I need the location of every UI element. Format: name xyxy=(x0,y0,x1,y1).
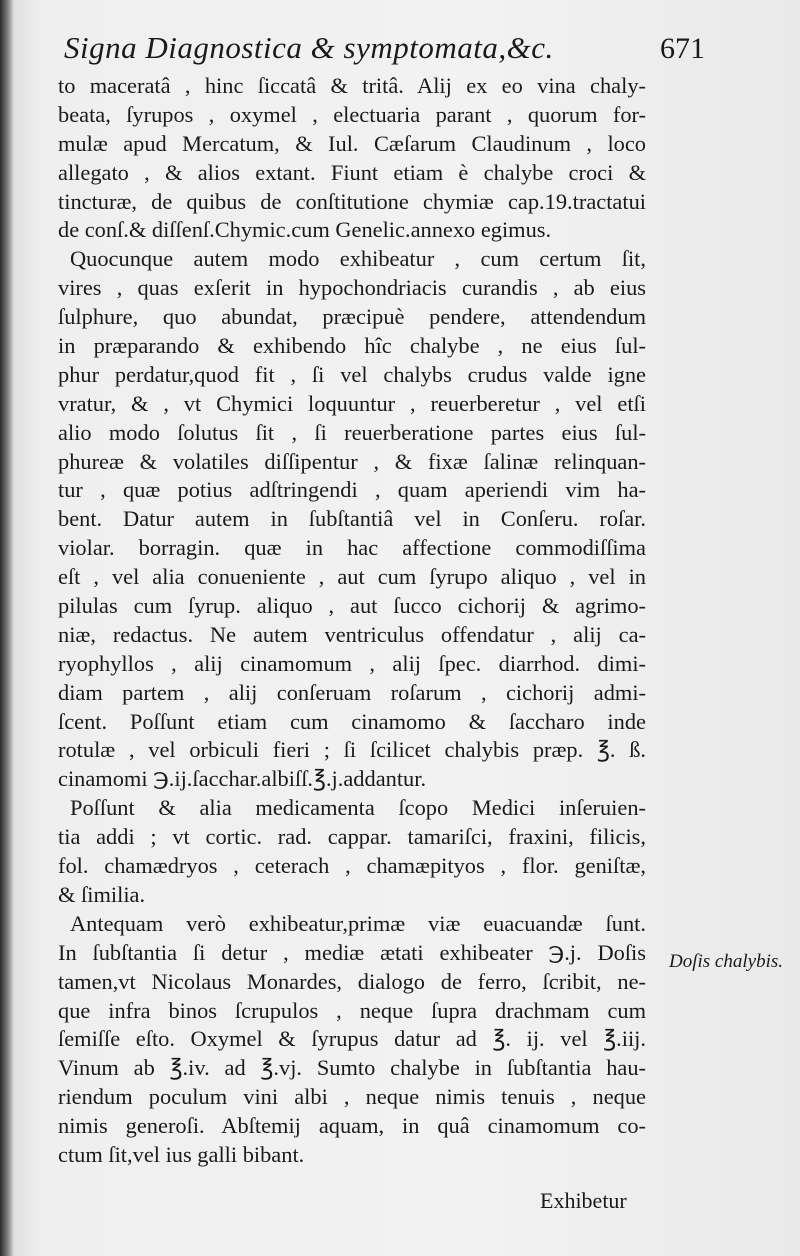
text-line: ſcent. Poſſunt etiam cum cinamomo & ſaccharo inde xyxy=(58,708,646,734)
text-line: allegato , & alios extant. Fiunt etiam è chalybe croci & xyxy=(58,159,646,185)
text-line: niæ, redactus. Ne autem ventriculus offendatur , alij ca- xyxy=(58,621,646,647)
text-line: violar. borragin. quæ in hac affectione commodiſſima xyxy=(58,535,646,561)
binding-shadow xyxy=(0,0,14,1256)
main-text-block xyxy=(58,72,646,1170)
text-line: diam partem , alij conſeruam roſarum , cichorij admi- xyxy=(58,679,646,705)
margin-note: Doſis chalybis. xyxy=(669,951,783,972)
text-line: que infra binos ſcrupulos , neque ſupra drachmam cum xyxy=(58,997,646,1023)
text-line: ſemiſſe eſto. Oxymel & ſyrupus datur ad ℥. ij. vel ℥.iij. xyxy=(58,1026,646,1052)
running-title: Signa Diagnostica & symptomata,&c. xyxy=(64,30,554,65)
text-line: ctum ſit,vel ius galli bibant. xyxy=(58,1141,305,1167)
text-line: Quocunque autem modo exhibeatur , cum certum ſit, xyxy=(70,246,646,272)
text-line: pilulas cum ſyrup. aliquo , aut ſucco cichorij & agrimo- xyxy=(58,593,646,619)
text-line: eſt , vel alia conueniente , aut cum ſyrupo aliquo , vel in xyxy=(58,564,646,590)
text-line: cinamomi ℈.ij.ſacchar.albiſſ.℥.j.addantur. xyxy=(58,766,427,792)
text-line: riendum poculum vini albi , neque nimis tenuis , neque xyxy=(58,1084,646,1110)
text-line: bent. Datur autem in ſubſtantiâ vel in Conſeru. roſar. xyxy=(58,506,646,532)
text-line: mulæ apud Mercatum, & Iul. Cæſarum Claudinum , loco xyxy=(58,130,646,156)
text-line: to maceratâ , hinc ſiccatâ & tritâ. Alij ex eo vina chaly- xyxy=(58,73,646,98)
text-line: de conſ.& diſſenſ.Chymic.cum Genelic.annexo egimus. xyxy=(58,217,552,243)
text-line: Vinum ab ℥.iv. ad ℥.vj. Sumto chalybe in ſubſtantia hau- xyxy=(58,1055,646,1081)
text-line: & ſimilia. xyxy=(58,881,146,907)
text-line: phur perdatur,quod fit , ſi vel chalybs crudus valde igne xyxy=(58,361,646,387)
text-line: Poſſunt & alia medicamenta ſcopo Medici inſeruien- xyxy=(70,795,646,821)
page-number: 671 xyxy=(660,32,705,65)
catchword: Exhibetur xyxy=(540,1188,627,1213)
text-line: in præparando & exhibendo hîc chalybe , ne eius ſul- xyxy=(58,333,646,359)
text-line: tincturæ, de quibus de conſtitutione chymiæ cap.19.tractatui xyxy=(58,188,646,214)
text-line: Antequam verò exhibeatur,primæ viæ euacuandæ ſunt. xyxy=(70,910,646,936)
text-line: In ſubſtantia ſi detur , mediæ ætati exhibeater ℈.j. Doſis xyxy=(58,939,646,965)
text-line: alio modo ſolutus ſit , ſi reuerberatione partes eius ſul- xyxy=(58,419,646,445)
text-line: vratur, & , vt Chymici loquuntur , reuerberetur , vel etſi xyxy=(58,390,646,416)
text-line: phureæ & volatiles diſſipentur , & fixæ ſalinæ relinquan- xyxy=(58,448,646,474)
text-line: ryophyllos , alij cinamomum , alij ſpec. diarrhod. dimi- xyxy=(58,650,646,676)
text-line: ſulphure, quo abundat, præcipuè pendere, attendendum xyxy=(58,304,646,330)
text-line: tamen,vt Nicolaus Monardes, dialogo de ferro, ſcribit, ne- xyxy=(58,968,646,994)
text-line: tia addi ; vt cortic. rad. cappar. tamariſci, fraxini, filicis, xyxy=(58,824,646,850)
text-line: beata, ſyrupos , oxymel , electuaria parant , quorum for- xyxy=(58,101,646,127)
text-line: nimis generoſi. Abſtemij aquam, in quâ cinamomum co- xyxy=(58,1113,646,1139)
text-line: rotulæ , vel orbiculi fieri ; ſi ſcilicet chalybis præp. ℥. ß. xyxy=(58,737,646,763)
text-line: fol. chamædryos , ceterach , chamæpityos , flor. geniſtæ, xyxy=(58,853,646,879)
text-line: tur , quæ potius adſtringendi , quam aperiendi vim ha- xyxy=(58,477,646,503)
text-line: vires , quas exſerit in hypochondriacis curandis , ab eius xyxy=(58,275,646,301)
